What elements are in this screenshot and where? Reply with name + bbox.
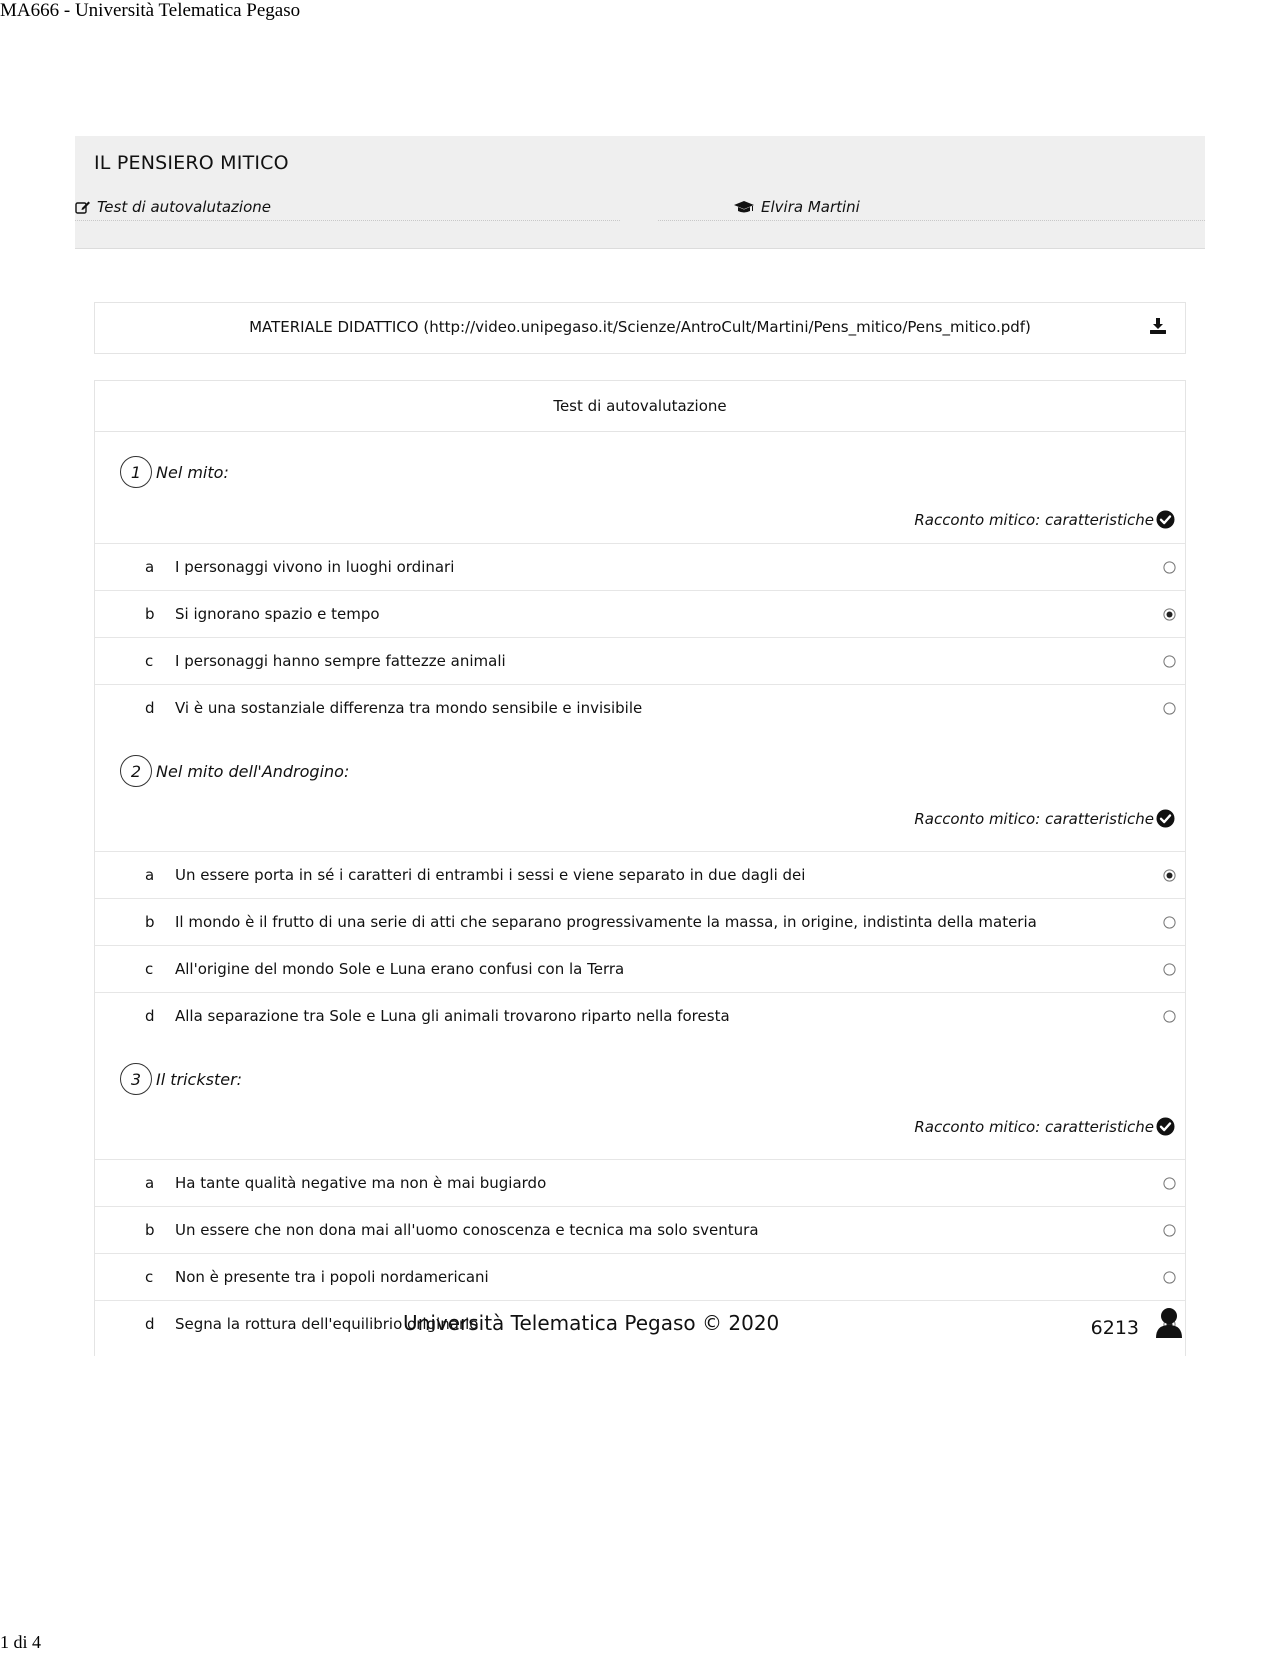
radio-icon[interactable] <box>1163 1175 1176 1188</box>
question-header <box>95 731 1185 851</box>
answer-letter: c <box>145 960 154 978</box>
user-icon[interactable] <box>1155 1307 1183 1339</box>
answer-letter: b <box>145 913 155 931</box>
answer-option[interactable] <box>95 590 1185 637</box>
material-link[interactable] <box>94 302 1186 354</box>
teacher-info <box>658 198 1205 221</box>
answer-text: Segna la rottura dell'equilibrio originario <box>175 1315 479 1333</box>
question-topic <box>914 1117 1175 1136</box>
topic-label: Racconto mitico: caratteristiche <box>914 810 1154 828</box>
answer-option[interactable] <box>95 684 1185 731</box>
radio-selected-icon[interactable] <box>1163 606 1176 619</box>
question-text: Nel mito dell'Androgino: <box>156 762 350 781</box>
radio-selected-icon[interactable] <box>1163 867 1176 880</box>
copyright: Università Telematica Pegaso © 2020 <box>403 1311 780 1335</box>
answer-option[interactable] <box>95 1206 1185 1253</box>
question-number: 2 <box>120 755 152 787</box>
topic-label: Racconto mitico: caratteristiche <box>914 511 1154 529</box>
page-title: IL PENSIERO MITICO <box>94 152 289 174</box>
page-indicator: 1 di 4 <box>0 1632 42 1652</box>
edit-icon <box>75 200 91 218</box>
check-circle-icon <box>1156 809 1175 828</box>
answer-option[interactable] <box>95 637 1185 684</box>
radio-icon[interactable] <box>1163 559 1176 572</box>
answer-letter: d <box>145 1315 155 1333</box>
answer-text: Si ignorano spazio e tempo <box>175 605 380 623</box>
answer-option[interactable] <box>95 945 1185 992</box>
teacher-name: Elvira Martini <box>761 198 860 216</box>
answer-letter: a <box>145 866 155 884</box>
question-header <box>95 432 1185 543</box>
check-circle-icon <box>1156 1117 1175 1136</box>
section-link[interactable] <box>75 198 620 221</box>
answer-text: All'origine del mondo Sole e Luna erano confusi con la Terra <box>175 960 625 978</box>
question-header <box>95 1039 1185 1159</box>
question-topic <box>914 510 1175 529</box>
question-number: 3 <box>120 1063 152 1095</box>
answer-letter: b <box>145 605 155 623</box>
answer-text: I personaggi vivono in luoghi ordinari <box>175 558 455 576</box>
radio-icon[interactable] <box>1163 914 1176 927</box>
user-id: 6213 <box>1090 1317 1139 1339</box>
answer-option[interactable] <box>95 898 1185 945</box>
answer-letter: a <box>145 1174 155 1192</box>
answer-text: Ha tante qualità negative ma non è mai bugiardo <box>175 1174 547 1192</box>
answer-text: Alla separazione tra Sole e Luna gli animali trovarono riparto nella foresta <box>175 1007 730 1025</box>
graduation-cap-icon <box>733 200 755 218</box>
question-topic <box>914 809 1175 828</box>
radio-icon[interactable] <box>1163 1269 1176 1282</box>
radio-icon[interactable] <box>1163 961 1176 974</box>
question-text: Il trickster: <box>156 1070 243 1089</box>
radio-icon[interactable] <box>1163 700 1176 713</box>
question-number: 1 <box>120 456 152 488</box>
course-header-panel <box>75 136 1205 249</box>
question-text: Nel mito: <box>156 463 229 482</box>
quiz-title: Test di autovalutazione <box>95 381 1185 432</box>
answer-option[interactable] <box>95 1159 1185 1206</box>
answer-letter: b <box>145 1221 155 1239</box>
answer-option[interactable] <box>95 851 1185 898</box>
answer-text: Un essere che non dona mai all'uomo conoscenza e tecnica ma solo sventura <box>175 1221 759 1239</box>
radio-icon[interactable] <box>1163 1008 1176 1021</box>
answer-letter: c <box>145 1268 154 1286</box>
answer-option[interactable] <box>95 543 1185 590</box>
answer-text: Non è presente tra i popoli nordamericani <box>175 1268 489 1286</box>
question-block <box>95 731 1185 1039</box>
answer-letter: d <box>145 1007 155 1025</box>
section-label: Test di autovalutazione <box>97 198 271 216</box>
answer-text: I personaggi hanno sempre fattezze animali <box>175 652 506 670</box>
print-header: MA666 - Università Telematica Pegaso <box>0 0 301 21</box>
question-block <box>95 432 1185 731</box>
answer-letter: a <box>145 558 155 576</box>
material-label: MATERIALE DIDATTICO (http://video.unipegaso.it/Scienze/AntroCult/Martini/Pens_mitico/Pens_mitico.pdf) <box>249 318 1031 336</box>
topic-label: Racconto mitico: caratteristiche <box>914 1118 1154 1136</box>
radio-icon[interactable] <box>1163 653 1176 666</box>
check-circle-icon <box>1156 510 1175 529</box>
page-footer <box>95 1301 1185 1351</box>
answer-option[interactable] <box>95 992 1185 1039</box>
answer-text: Un essere porta in sé i caratteri di entrambi i sessi e viene separato in due dagli dei <box>175 866 806 884</box>
quiz-card <box>94 380 1186 1356</box>
answer-text: Il mondo è il frutto di una serie di atti che separano progressivamente la massa, in origine, indistinta della materia <box>175 913 1037 931</box>
answer-letter: c <box>145 652 154 670</box>
radio-icon[interactable] <box>1163 1222 1176 1235</box>
answer-letter: d <box>145 699 155 717</box>
answer-option[interactable] <box>95 1253 1185 1300</box>
download-icon[interactable] <box>1149 317 1167 335</box>
answer-text: Vi è una sostanziale differenza tra mondo sensibile e invisibile <box>175 699 643 717</box>
